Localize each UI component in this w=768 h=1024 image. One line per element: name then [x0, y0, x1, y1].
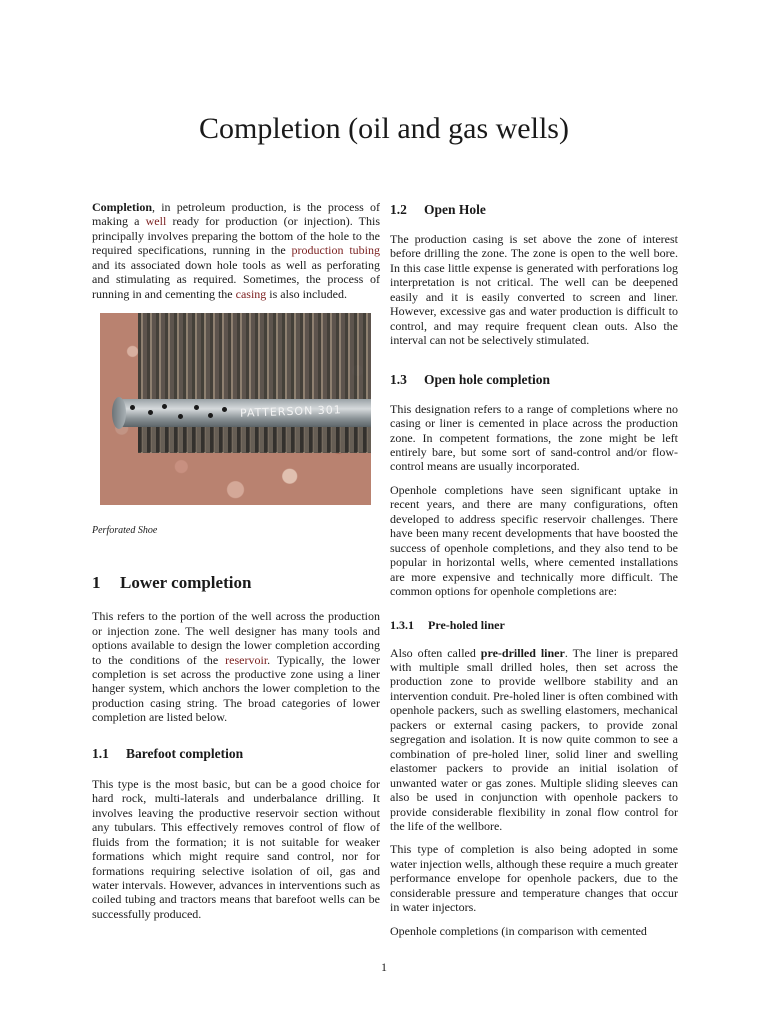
perforated-shoe-image: [100, 313, 371, 505]
intro-text-2: ready for production (or injection). This principally involves preparing the bottom of the hole to the required specifications, running in the: [92, 214, 380, 258]
pre-drilled-liner-term: pre-drilled liner: [480, 645, 565, 660]
intro-text-4: is also included.: [266, 286, 347, 301]
section-1-3-paragraph-2: Openhole completions have seen significant uptake in recent years, and there are many configurations, often developed to address specific reservoir challenges. There have been many recent developments that have boosted the success of openhole completions, and they also tend to be popular in horizontal wells, where cemented installations are more expensive and technically more difficult. The common options for openhole completions are:: [390, 482, 678, 599]
section-number: 1.3.1: [390, 617, 414, 632]
section-1-1-paragraph: This type is the most basic, but can be a good choice for hard rock, multi-laterals and underbalance drilling. It involves leaving the productive reservoir section without any tubulars. This effectively removes control of flow of fluids from the formation; it is not suitable for weaker formations which might require sand control, nor for formations requiring selective isolation of oil, gas and water intervals. However, advances in interventions such as coiled tubing and tractors means that barefoot wells can be successfully produced.: [92, 776, 380, 921]
section-title: Pre-holed liner: [428, 617, 505, 632]
page-title: Completion (oil and gas wells): [199, 112, 569, 145]
section-1-3-paragraph-1: This designation refers to a range of completions where no casing or liner is cemented in place across the production zone. In competent formations, the zone might be left entirely bare, but some sort of sand-control and/or flow-control means are usually incorporated.: [390, 401, 678, 474]
section-1-paragraph: [92, 609, 380, 725]
intro-bold-term: Completion: [92, 200, 152, 214]
s1-text-2: . Typically, the lower completion is set across the productive zone using a liner hanger system, which anchors the lower completion to the production casing string. The broad categories of lower completion are listed below.: [92, 652, 380, 725]
intro-paragraph: [92, 200, 380, 301]
section-number: 1.3: [390, 371, 407, 387]
section-title: Barefoot completion: [126, 745, 244, 761]
intro-text-1: , in petroleum production, is the process of making a: [92, 200, 380, 229]
section-1-2-paragraph: The production casing is set above the zone of interest before drilling the zone. The zone is open to the well bore. In this case little expense is generated with perforations log interpretation is not critical. The well can be deepened easily and it is easily converted to screen and liner. However, excessive gas and water production is difficult to control, and may require frequent clean outs. Also the interval can not be selectively stimulated.: [390, 232, 678, 348]
s131-text-2: . The liner is prepared with multiple small drilled holes, then set across the production zone to provide wellbore stability and an intervention conduit. Pre-holed liner is often combined with openhole packers, such as swelling elastomers, mechanical packers or external casing packers, to provide zonal segregation and isolation. It is now quite common to see a combination of pre-holed liner, solid liner and swelling elastomer packers to provide an initial isolation of unwanted water or gas zones. Multiple sliding sleeves can also be used in conjunction with openhole packers to provide considerable flexibility in zonal flow control for the life of the wellbore.: [390, 645, 678, 833]
link-reservoir[interactable]: reservoir: [225, 652, 268, 667]
section-title: Open hole completion: [424, 371, 551, 387]
section-1-3-1-paragraph-2: This type of completion is also being adopted in some water injection wells, although these require a much greater performance envelope for openhole packers, due to the considerable pressure and temperature changes that occur in water injectors.: [390, 842, 678, 915]
link-production-tubing[interactable]: production tubing: [291, 243, 380, 258]
section-title: Lower completion: [120, 573, 252, 593]
section-1-1-heading: [92, 745, 380, 763]
section-1-3-heading: [390, 371, 678, 389]
link-well[interactable]: well: [145, 214, 167, 229]
left-column: [92, 200, 380, 930]
pipe-end: [112, 397, 126, 429]
section-1-2-heading: [390, 201, 678, 219]
s1-text-1: This refers to the portion of the well across the production or injection zone. The well designer has many tools and options available to design the lower completion according to the conditions of the: [92, 609, 380, 667]
right-column: [390, 200, 678, 947]
section-1-3-1-paragraph-3: Openhole completions (in comparison with cemented: [390, 923, 647, 938]
section-number: 1.2: [390, 202, 407, 217]
intro-text-3: and its associated down hole tools as well as perforating and stimulating as required. Sometimes, the process of running in and cementing the: [92, 257, 380, 301]
section-number: 1.1: [92, 745, 109, 761]
section-title: Open Hole: [424, 202, 486, 217]
section-1-3-1-heading: [390, 617, 678, 633]
s131-text-1: Also often called: [390, 645, 481, 660]
section-1-heading: [92, 573, 380, 593]
section-1-3-1-paragraph-1: [390, 646, 678, 834]
link-casing[interactable]: casing: [235, 286, 267, 301]
figure-caption: Perforated Shoe: [92, 525, 158, 537]
section-number: 1: [92, 573, 101, 593]
pipe-marking: PATTERSON 301: [239, 403, 343, 420]
page-number: 1: [381, 960, 387, 974]
